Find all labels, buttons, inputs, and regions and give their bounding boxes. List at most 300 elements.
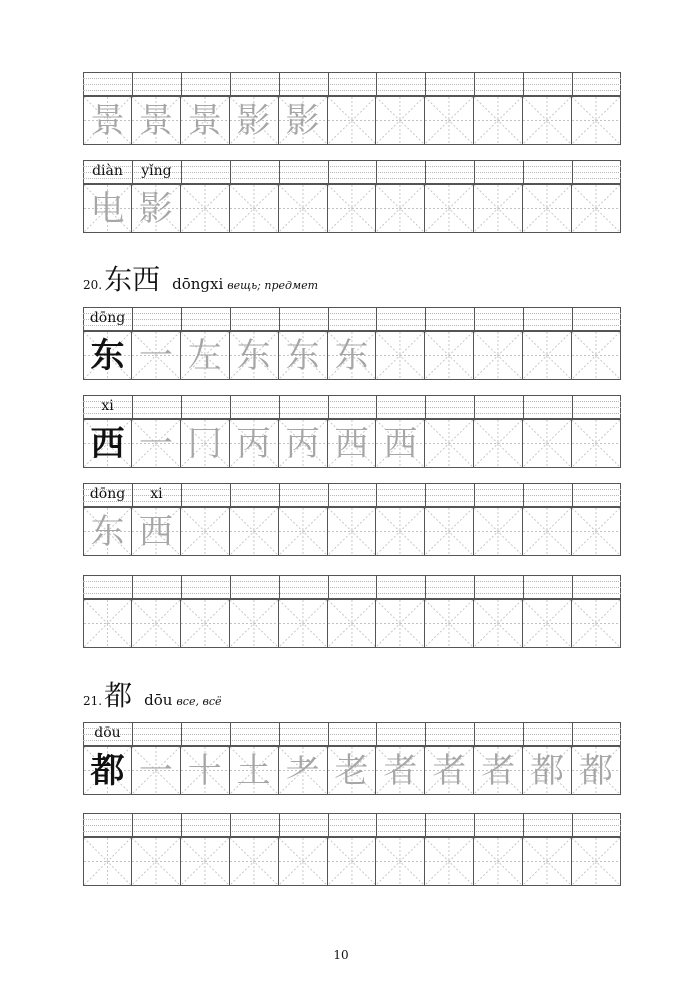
pinyin-guide-line	[83, 825, 621, 826]
writing-cell[interactable]	[230, 746, 279, 795]
pinyin-divider	[474, 722, 475, 746]
writing-cell[interactable]	[328, 599, 377, 648]
pinyin-divider	[181, 72, 182, 96]
cell-guides	[279, 838, 327, 885]
cell-guides	[523, 420, 571, 467]
writing-cell[interactable]	[279, 837, 328, 886]
pinyin-guide-line	[83, 413, 621, 414]
pinyin-band	[83, 722, 621, 746]
cell-guides	[474, 600, 522, 647]
pinyin-divider	[230, 160, 231, 184]
writing-cell[interactable]	[328, 184, 377, 233]
pinyin-divider	[425, 72, 426, 96]
pinyin-divider	[132, 575, 133, 599]
trace-character: 者	[432, 750, 467, 791]
writing-cell[interactable]	[572, 599, 621, 648]
character-cells	[83, 331, 621, 380]
section-translation: все, всё	[176, 695, 222, 708]
writing-cell[interactable]	[425, 599, 474, 648]
pinyin-guide-line	[83, 78, 621, 79]
pinyin-divider	[376, 813, 377, 837]
pinyin-divider	[181, 483, 182, 507]
writing-cell[interactable]	[230, 599, 279, 648]
section-translation: вещь; предмет	[227, 279, 319, 292]
pinyin-band	[83, 575, 621, 599]
writing-cell[interactable]	[376, 96, 425, 145]
pinyin-band	[83, 813, 621, 837]
character-cells	[83, 837, 621, 886]
cell-guides	[474, 420, 522, 467]
practice-row	[83, 395, 621, 468]
pinyin-label: diàn	[92, 163, 123, 179]
writing-cell[interactable]	[132, 331, 181, 380]
pinyin-divider	[279, 813, 280, 837]
writing-cell[interactable]	[572, 184, 621, 233]
cell-guides	[572, 97, 620, 144]
character-cells	[83, 96, 621, 145]
pinyin-label: xi	[101, 398, 114, 414]
writing-cell[interactable]	[523, 419, 572, 468]
pinyin-divider	[474, 813, 475, 837]
cell-guides	[523, 838, 571, 885]
writing-cell[interactable]	[425, 184, 474, 233]
pinyin-guide-line	[83, 319, 621, 320]
cell-guides	[572, 185, 620, 232]
writing-cell[interactable]	[376, 331, 425, 380]
cell-guides	[132, 600, 180, 647]
trace-character: 土	[236, 750, 271, 791]
pinyin-divider	[230, 395, 231, 419]
trace-character: 一	[138, 423, 173, 464]
pinyin-divider	[572, 307, 573, 331]
trace-character: 景	[90, 100, 125, 141]
trace-character: 都	[530, 750, 565, 791]
cell-guides	[425, 838, 473, 885]
writing-cell[interactable]	[425, 746, 474, 795]
writing-cell[interactable]	[572, 746, 621, 795]
practice-row	[83, 483, 621, 556]
pinyin-guide-line	[83, 313, 621, 314]
writing-cell[interactable]	[132, 746, 181, 795]
pinyin-divider	[474, 307, 475, 331]
trace-character: 一	[138, 335, 173, 376]
pinyin-divider	[181, 307, 182, 331]
trace-character: 东	[90, 511, 125, 552]
trace-character: 电	[90, 188, 125, 229]
cell-guides	[328, 97, 376, 144]
pinyin-divider	[425, 813, 426, 837]
cell-guides	[132, 838, 180, 885]
pinyin-divider	[132, 307, 133, 331]
cell-guides	[425, 420, 473, 467]
character-cells	[83, 746, 621, 795]
section-number: 21.	[83, 694, 103, 708]
pinyin-band	[83, 483, 621, 507]
writing-cell[interactable]	[230, 837, 279, 886]
pinyin-divider	[376, 307, 377, 331]
pinyin-divider	[523, 160, 524, 184]
pinyin-guide-line	[83, 728, 621, 729]
cell-guides	[279, 508, 327, 555]
page-number: 10	[333, 948, 349, 962]
cell-guides	[376, 838, 424, 885]
cell-guides	[84, 600, 131, 647]
writing-cell[interactable]	[474, 184, 523, 233]
writing-cell[interactable]	[83, 419, 132, 468]
writing-cell[interactable]	[474, 419, 523, 468]
practice-row	[83, 722, 621, 795]
writing-cell[interactable]	[132, 599, 181, 648]
pinyin-divider	[181, 160, 182, 184]
writing-cell[interactable]	[328, 837, 377, 886]
writing-cell[interactable]	[230, 96, 279, 145]
pinyin-divider	[279, 307, 280, 331]
writing-cell[interactable]	[132, 507, 181, 556]
cell-guides	[523, 600, 571, 647]
writing-cell[interactable]	[328, 96, 377, 145]
character-cells	[83, 599, 621, 648]
pinyin-divider	[230, 575, 231, 599]
writing-cell[interactable]	[83, 184, 132, 233]
trace-character: 景	[138, 100, 173, 141]
cell-guides	[181, 508, 229, 555]
writing-cell[interactable]	[376, 837, 425, 886]
pinyin-divider	[279, 722, 280, 746]
cell-guides	[279, 185, 327, 232]
section-hanzi: 都	[104, 679, 133, 712]
pinyin-guide-line	[83, 325, 621, 326]
trace-character: 耂	[285, 750, 320, 791]
writing-cell[interactable]	[181, 331, 230, 380]
trace-character: 影	[138, 188, 173, 229]
writing-cell[interactable]	[181, 419, 230, 468]
practice-row	[83, 72, 621, 145]
cell-guides	[230, 185, 278, 232]
pinyin-divider	[425, 483, 426, 507]
character-cells	[83, 419, 621, 468]
writing-cell[interactable]	[83, 837, 132, 886]
cell-guides	[328, 838, 376, 885]
writing-cell[interactable]	[279, 599, 328, 648]
trace-character: 丙	[236, 423, 271, 464]
trace-character: 影	[285, 100, 320, 141]
writing-cell[interactable]	[523, 837, 572, 886]
pinyin-divider	[132, 395, 133, 419]
pinyin-guide-line	[83, 581, 621, 582]
pinyin-divider	[523, 575, 524, 599]
pinyin-divider	[328, 575, 329, 599]
pinyin-divider	[376, 722, 377, 746]
writing-cell[interactable]	[376, 184, 425, 233]
writing-cell[interactable]	[132, 837, 181, 886]
pinyin-divider	[523, 813, 524, 837]
writing-cell[interactable]	[83, 746, 132, 795]
pinyin-divider	[279, 575, 280, 599]
writing-cell[interactable]	[523, 746, 572, 795]
writing-cell[interactable]	[425, 837, 474, 886]
pinyin-divider	[376, 483, 377, 507]
pinyin-divider	[279, 160, 280, 184]
cell-guides	[328, 185, 376, 232]
writing-cell[interactable]	[523, 599, 572, 648]
writing-cell[interactable]	[83, 599, 132, 648]
cell-guides	[376, 332, 424, 379]
cell-guides	[328, 600, 376, 647]
trace-character: 者	[481, 750, 516, 791]
pinyin-divider	[230, 722, 231, 746]
writing-cell[interactable]	[572, 419, 621, 468]
writing-cell[interactable]	[181, 96, 230, 145]
writing-cell[interactable]	[376, 507, 425, 556]
pinyin-guide-line	[83, 84, 621, 85]
pinyin-divider	[425, 395, 426, 419]
pinyin-divider	[132, 72, 133, 96]
pinyin-band	[83, 307, 621, 331]
pinyin-label: dōu	[94, 725, 121, 741]
cell-guides	[572, 508, 620, 555]
pinyin-divider	[230, 72, 231, 96]
writing-cell[interactable]	[83, 331, 132, 380]
cell-guides	[181, 838, 229, 885]
cell-guides	[425, 600, 473, 647]
pinyin-divider	[474, 160, 475, 184]
pinyin-label: yǐng	[141, 163, 172, 179]
pinyin-divider	[181, 395, 182, 419]
pinyin-divider	[328, 483, 329, 507]
writing-cell[interactable]	[328, 331, 377, 380]
pinyin-divider	[328, 395, 329, 419]
cell-guides	[474, 185, 522, 232]
trace-character: 东	[334, 335, 369, 376]
writing-cell[interactable]	[181, 507, 230, 556]
pinyin-divider	[425, 307, 426, 331]
writing-cell[interactable]	[132, 184, 181, 233]
writing-cell[interactable]	[572, 507, 621, 556]
section-pinyin: dōu	[144, 691, 173, 709]
cell-guides	[181, 600, 229, 647]
pinyin-divider	[572, 395, 573, 419]
pinyin-divider	[474, 483, 475, 507]
writing-cell[interactable]	[523, 96, 572, 145]
practice-row	[83, 307, 621, 380]
pinyin-divider	[572, 813, 573, 837]
pinyin-divider	[328, 160, 329, 184]
cell-guides	[230, 600, 278, 647]
cell-guides	[328, 508, 376, 555]
cell-guides	[523, 332, 571, 379]
pinyin-divider	[474, 72, 475, 96]
trace-character: 一	[138, 750, 173, 791]
pinyin-divider	[572, 575, 573, 599]
pinyin-divider	[181, 575, 182, 599]
pinyin-divider	[523, 72, 524, 96]
writing-cell[interactable]	[279, 96, 328, 145]
writing-cell[interactable]	[328, 419, 377, 468]
cell-guides	[425, 185, 473, 232]
trace-character: 景	[187, 100, 222, 141]
writing-cell[interactable]	[474, 746, 523, 795]
section-heading	[83, 674, 222, 714]
pinyin-guide-line	[83, 831, 621, 832]
trace-character: 老	[334, 750, 369, 791]
pinyin-divider	[572, 483, 573, 507]
writing-cell[interactable]	[425, 419, 474, 468]
trace-character: 西	[138, 511, 173, 552]
writing-cell[interactable]	[230, 419, 279, 468]
pinyin-guide-line	[83, 90, 621, 91]
writing-cell[interactable]	[279, 184, 328, 233]
writing-cell[interactable]	[181, 599, 230, 648]
cell-guides	[230, 508, 278, 555]
writing-cell[interactable]	[523, 507, 572, 556]
pinyin-band	[83, 160, 621, 184]
model-character: 都	[90, 750, 125, 791]
writing-cell[interactable]	[181, 184, 230, 233]
cell-guides	[376, 185, 424, 232]
pinyin-divider	[230, 483, 231, 507]
cell-guides	[279, 600, 327, 647]
cell-guides	[230, 838, 278, 885]
cell-guides	[474, 97, 522, 144]
pinyin-divider	[181, 722, 182, 746]
trace-character: 都	[579, 750, 614, 791]
model-character: 东	[90, 335, 125, 376]
character-cells	[83, 507, 621, 556]
trace-character: 者	[383, 750, 418, 791]
pinyin-guide-line	[83, 593, 621, 594]
writing-cell[interactable]	[572, 837, 621, 886]
pinyin-divider	[181, 813, 182, 837]
trace-character: 东	[285, 335, 320, 376]
pinyin-divider	[523, 483, 524, 507]
pinyin-divider	[279, 483, 280, 507]
pinyin-divider	[279, 72, 280, 96]
pinyin-divider	[376, 160, 377, 184]
writing-cell[interactable]	[376, 746, 425, 795]
pinyin-guide-line	[83, 401, 621, 402]
trace-character: 丙	[285, 423, 320, 464]
pinyin-divider	[328, 722, 329, 746]
pinyin-divider	[572, 160, 573, 184]
cell-guides	[572, 838, 620, 885]
pinyin-divider	[523, 395, 524, 419]
writing-cell[interactable]	[572, 331, 621, 380]
writing-cell[interactable]	[83, 96, 132, 145]
writing-cell[interactable]	[474, 96, 523, 145]
writing-cell[interactable]	[523, 184, 572, 233]
writing-cell[interactable]	[132, 419, 181, 468]
writing-cell[interactable]	[83, 507, 132, 556]
cell-guides	[181, 185, 229, 232]
cell-guides	[523, 97, 571, 144]
writing-cell[interactable]	[328, 746, 377, 795]
section-pinyin: dōngxi	[172, 275, 224, 293]
writing-cell[interactable]	[230, 507, 279, 556]
writing-cell[interactable]	[474, 331, 523, 380]
writing-cell[interactable]	[279, 419, 328, 468]
writing-cell[interactable]	[279, 507, 328, 556]
writing-cell[interactable]	[425, 96, 474, 145]
writing-cell[interactable]	[474, 599, 523, 648]
writing-cell[interactable]	[425, 507, 474, 556]
writing-cell[interactable]	[230, 184, 279, 233]
pinyin-guide-line	[83, 734, 621, 735]
trace-character: 西	[383, 423, 418, 464]
writing-cell[interactable]	[425, 331, 474, 380]
trace-character: 十	[187, 750, 222, 791]
pinyin-divider	[279, 395, 280, 419]
pinyin-divider	[132, 813, 133, 837]
cell-guides	[474, 508, 522, 555]
pinyin-divider	[572, 72, 573, 96]
pinyin-divider	[328, 813, 329, 837]
cell-guides	[572, 332, 620, 379]
writing-cell[interactable]	[474, 837, 523, 886]
cell-guides	[572, 420, 620, 467]
cell-guides	[84, 838, 131, 885]
pinyin-guide-line	[83, 407, 621, 408]
section-number: 20.	[83, 278, 103, 292]
pinyin-divider	[523, 307, 524, 331]
character-cells	[83, 184, 621, 233]
cell-guides	[572, 600, 620, 647]
pinyin-divider	[425, 575, 426, 599]
cell-guides	[474, 838, 522, 885]
writing-cell[interactable]	[474, 507, 523, 556]
writing-cell[interactable]	[181, 837, 230, 886]
cell-guides	[376, 508, 424, 555]
pinyin-band	[83, 395, 621, 419]
pinyin-divider	[376, 575, 377, 599]
pinyin-divider	[474, 395, 475, 419]
cell-guides	[523, 508, 571, 555]
pinyin-divider	[376, 72, 377, 96]
pinyin-label: dōng	[89, 310, 126, 326]
writing-cell[interactable]	[572, 96, 621, 145]
pinyin-divider	[425, 160, 426, 184]
section-heading	[83, 258, 318, 298]
pinyin-divider	[230, 813, 231, 837]
pinyin-divider	[376, 395, 377, 419]
pinyin-divider	[572, 722, 573, 746]
cell-guides	[425, 97, 473, 144]
writing-cell[interactable]	[181, 746, 230, 795]
practice-row	[83, 575, 621, 648]
cell-guides	[523, 185, 571, 232]
pinyin-guide-line	[83, 740, 621, 741]
pinyin-label: dōng	[89, 486, 126, 502]
writing-cell[interactable]	[230, 331, 279, 380]
pinyin-divider	[132, 722, 133, 746]
writing-cell[interactable]	[376, 419, 425, 468]
pinyin-band	[83, 72, 621, 96]
writing-cell[interactable]	[279, 746, 328, 795]
writing-cell[interactable]	[376, 599, 425, 648]
pinyin-guide-line	[83, 819, 621, 820]
practice-row	[83, 160, 621, 233]
writing-cell[interactable]	[279, 331, 328, 380]
pinyin-guide-line	[83, 587, 621, 588]
pinyin-divider	[230, 307, 231, 331]
trace-character: 左	[187, 335, 222, 376]
pinyin-divider	[523, 722, 524, 746]
trace-character: 东	[236, 335, 271, 376]
writing-cell[interactable]	[523, 331, 572, 380]
cell-guides	[376, 600, 424, 647]
writing-cell[interactable]	[328, 507, 377, 556]
pinyin-divider	[474, 575, 475, 599]
writing-cell[interactable]	[132, 96, 181, 145]
